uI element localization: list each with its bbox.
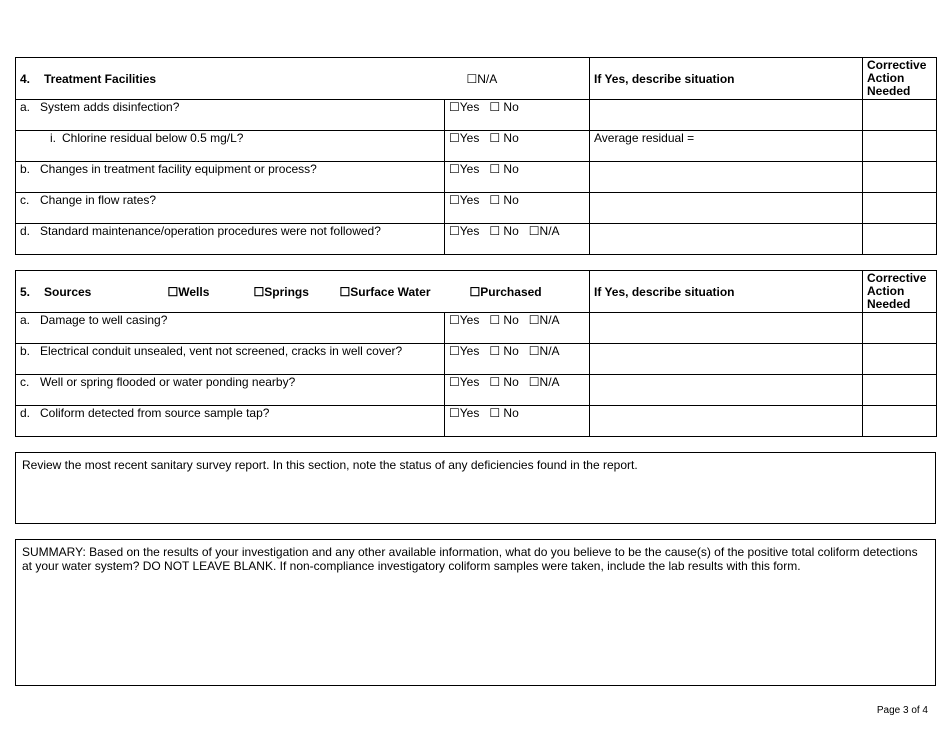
na-checkbox[interactable]: ☐N/A: [528, 313, 560, 327]
row-marker: d.: [20, 224, 31, 238]
row-question: Chlorine residual below 0.5 mg/L?: [62, 131, 244, 145]
yes-checkbox[interactable]: ☐Yes: [449, 344, 480, 358]
section-4-corrective-header: Corrective Action Needed: [863, 58, 937, 100]
corrective-action-field[interactable]: [863, 224, 937, 255]
describe-field[interactable]: [590, 375, 863, 406]
section-4-table: [15, 57, 937, 255]
row-marker: a.: [20, 313, 31, 327]
yes-checkbox[interactable]: ☐Yes: [449, 162, 480, 176]
no-checkbox[interactable]: ☐ No: [489, 224, 519, 238]
row-marker: i.: [50, 131, 56, 145]
row-marker: b.: [20, 162, 31, 176]
row-marker: c.: [20, 193, 30, 207]
na-checkbox[interactable]: ☐N/A: [528, 375, 560, 389]
describe-field[interactable]: [590, 224, 863, 255]
row-question: Changes in treatment facility equipment or process?: [40, 162, 317, 176]
corrective-action-field[interactable]: [863, 100, 937, 131]
describe-field[interactable]: [590, 100, 863, 131]
section-5-describe-header: If Yes, describe situation: [590, 271, 863, 313]
page-number: Page 3 of 4: [876, 705, 928, 716]
section-5-row-c: [16, 375, 937, 406]
section-5-title: Sources: [44, 284, 92, 299]
section-4-title-cell: [16, 58, 590, 100]
describe-field[interactable]: [590, 406, 863, 437]
no-checkbox[interactable]: ☐ No: [489, 344, 519, 358]
row-question: Electrical conduit unsealed, vent not screened, cracks in well cover?: [40, 344, 403, 358]
summary-instructions: SUMMARY: Based on the results of your investigation and any other available information, what do you believe to be the cause(s) of the positive total coliform detections at your water system? DO NOT LEAVE BLANK. If non-compliance investigatory coliform samples were taken, include the lab results with this form.: [22, 545, 918, 573]
section-5-row-d: [16, 406, 937, 437]
corrective-action-field[interactable]: [863, 193, 937, 224]
row-marker: a.: [20, 100, 31, 114]
no-checkbox[interactable]: ☐ No: [489, 193, 519, 207]
row-question: Change in flow rates?: [40, 193, 157, 207]
row-marker: b.: [20, 344, 31, 358]
corrective-action-field[interactable]: [863, 131, 937, 162]
surface-water-checkbox[interactable]: ☐Surface Water: [339, 284, 431, 299]
describe-field[interactable]: [590, 162, 863, 193]
no-checkbox[interactable]: ☐ No: [489, 406, 519, 420]
yes-checkbox[interactable]: ☐Yes: [449, 375, 480, 389]
describe-field[interactable]: [590, 193, 863, 224]
corrective-action-field[interactable]: [863, 162, 937, 193]
section-4-number: 4.: [20, 71, 31, 86]
no-checkbox[interactable]: ☐ No: [489, 313, 519, 327]
no-checkbox[interactable]: ☐ No: [489, 100, 519, 114]
row-question: Standard maintenance/operation procedures were not followed?: [40, 224, 381, 238]
review-instructions: Review the most recent sanitary survey report. In this section, note the status of any deficiencies found in the report.: [22, 458, 638, 472]
yes-checkbox[interactable]: ☐Yes: [449, 224, 480, 238]
purchased-checkbox[interactable]: ☐Purchased: [469, 284, 542, 299]
na-checkbox[interactable]: ☐N/A: [528, 224, 560, 238]
yes-checkbox[interactable]: ☐Yes: [449, 193, 480, 207]
section-4-row-a: [16, 100, 937, 131]
sanitary-survey-review-box[interactable]: [15, 452, 936, 524]
section-5-title-cell: [16, 271, 590, 313]
yes-checkbox[interactable]: ☐Yes: [449, 313, 480, 327]
section-4-row-d: [16, 224, 937, 255]
section-5-header: [16, 271, 937, 313]
describe-field[interactable]: [590, 313, 863, 344]
summary-box[interactable]: [15, 539, 936, 686]
row-marker: c.: [20, 375, 30, 389]
corrective-action-field[interactable]: [863, 313, 937, 344]
wells-checkbox[interactable]: ☐Wells: [167, 284, 210, 299]
row-question: System adds disinfection?: [40, 100, 180, 114]
section-5-number: 5.: [20, 284, 31, 299]
section-5-row-b: [16, 344, 937, 375]
section-5-table: [15, 270, 937, 437]
corrective-action-field[interactable]: [863, 375, 937, 406]
springs-checkbox[interactable]: ☐Springs: [253, 284, 309, 299]
corrective-action-field[interactable]: [863, 344, 937, 375]
section-4-title: Treatment Facilities: [44, 71, 157, 86]
section-4-describe-header: If Yes, describe situation: [590, 58, 863, 100]
section-4-header: [16, 58, 937, 100]
section-5-corrective-header: Corrective Action Needed: [863, 271, 937, 313]
no-checkbox[interactable]: ☐ No: [489, 162, 519, 176]
yes-checkbox[interactable]: ☐Yes: [449, 406, 480, 420]
row-question: Well or spring flooded or water ponding nearby?: [40, 375, 296, 389]
row-marker: d.: [20, 406, 31, 420]
describe-field[interactable]: [590, 344, 863, 375]
section-4-row-i: [16, 131, 937, 162]
section-4-na-checkbox[interactable]: ☐N/A: [466, 71, 498, 86]
no-checkbox[interactable]: ☐ No: [489, 375, 519, 389]
no-checkbox[interactable]: ☐ No: [489, 131, 519, 145]
na-checkbox[interactable]: ☐N/A: [528, 344, 560, 358]
section-5-row-a: [16, 313, 937, 344]
average-residual-field[interactable]: Average residual =: [590, 131, 863, 162]
corrective-action-field[interactable]: [863, 406, 937, 437]
row-question: Coliform detected from source sample tap?: [40, 406, 270, 420]
section-4-row-c: [16, 193, 937, 224]
yes-checkbox[interactable]: ☐Yes: [449, 100, 480, 114]
yes-checkbox[interactable]: ☐Yes: [449, 131, 480, 145]
row-question: Damage to well casing?: [40, 313, 168, 327]
section-4-row-b: [16, 162, 937, 193]
